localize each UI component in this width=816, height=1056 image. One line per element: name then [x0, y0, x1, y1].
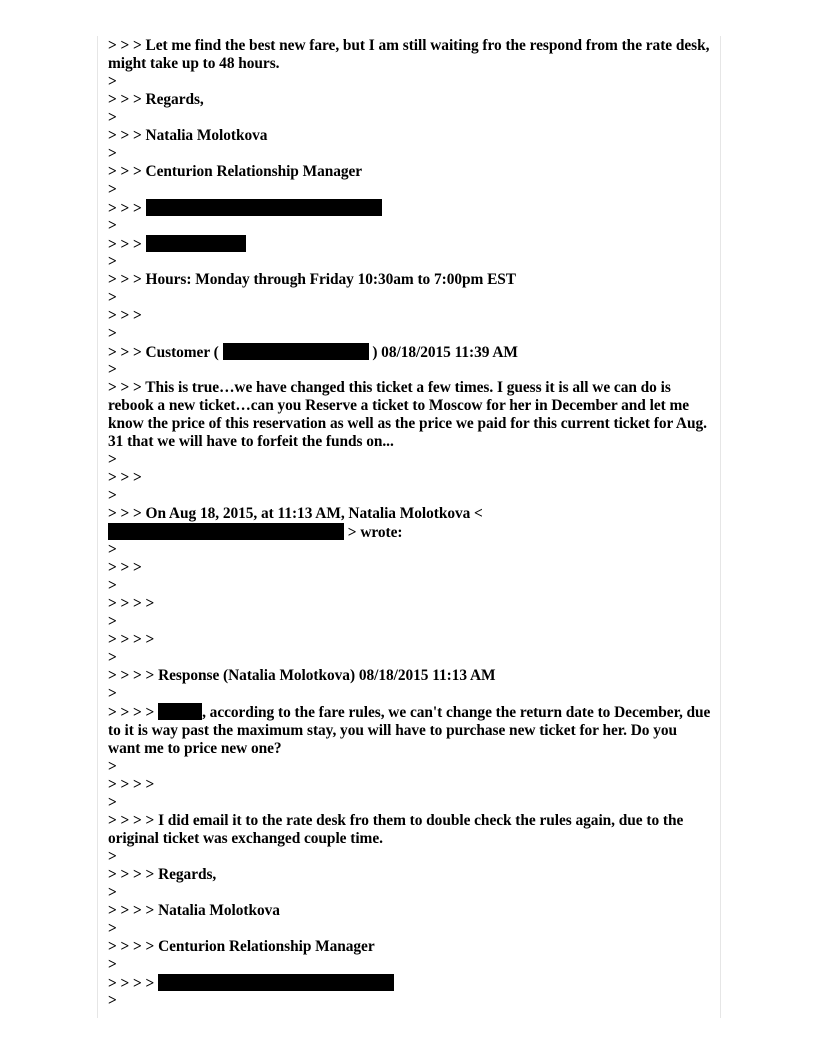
reply-header-line — [108, 523, 712, 541]
quote-marker-line: > — [108, 109, 117, 126]
email-line: > > > Regards, — [108, 91, 204, 108]
redaction-block — [158, 703, 202, 720]
redaction-block — [158, 974, 394, 991]
quote-marker-line: > — [108, 217, 117, 234]
customer-message: > > > This is true…we have changed this ticket a few times. I guess it is all we can do is rebook a new ticket…can you Reserve a ticket to Moscow for her in December and let me know the price of this reservation as well as the price we paid for this current ticket for Aug. 31 that we will have to forfeit the funds on... — [108, 379, 707, 450]
email-line: > > > > Regards, — [108, 866, 217, 883]
redaction-block — [146, 235, 246, 252]
quote-marker-line: > — [108, 361, 117, 378]
redaction-block — [146, 199, 382, 216]
quote-marker-line: > > > — [108, 469, 142, 486]
response-header-line: > > > > Response (Natalia Molotkova) 08/18/2015 11:13 AM — [108, 667, 496, 684]
quote-marker-line: > — [108, 848, 117, 865]
redacted-line — [108, 974, 712, 992]
quote-marker-line: > — [108, 794, 117, 811]
quote-marker-line: > — [108, 956, 117, 973]
quote-marker-line: > > > > — [108, 776, 155, 793]
quote-prefix: > > > > — [108, 704, 159, 721]
quote-marker-line: > > > > — [108, 631, 155, 648]
quote-marker-line: > — [108, 325, 117, 342]
quote-marker-line: > — [108, 181, 117, 198]
email-line: > > > Let me find the best new fare, but I am still waiting fro the respond from the rate desk, might take up to 48 hours. — [108, 37, 710, 72]
sender-title-line: > > > > Centurion Relationship Manager — [108, 938, 375, 955]
quote-marker-line: > — [108, 685, 117, 702]
redaction-block — [223, 343, 369, 360]
quote-prefix: > > > — [108, 236, 146, 253]
quote-marker-line: > — [108, 649, 117, 666]
response-text: , according to the fare rules, we can't change the return date to December, due to it is way past the maximum stay, you will have to purchase new ticket for her. Do you want me to price new one? — [108, 704, 711, 757]
wrote-label: > wrote: — [344, 524, 403, 541]
quote-marker-line: > — [108, 253, 117, 270]
quote-marker-line: > — [108, 289, 117, 306]
quote-marker-line: > — [108, 613, 117, 630]
redacted-line — [108, 199, 712, 217]
quote-marker-line: > — [108, 884, 117, 901]
sender-name-line: > > > Natalia Molotkova — [108, 127, 268, 144]
response-message — [108, 703, 712, 758]
quote-prefix: > > > — [108, 200, 146, 217]
quote-marker-line: > — [108, 920, 117, 937]
quote-marker-line: > > > — [108, 307, 142, 324]
email-thread — [108, 37, 712, 1010]
customer-timestamp: ) 08/18/2015 11:39 AM — [368, 344, 518, 361]
quote-marker-line: > — [108, 487, 117, 504]
quote-prefix: > > > > — [108, 975, 159, 992]
hours-line: > > > Hours: Monday through Friday 10:30am to 7:00pm EST — [108, 271, 517, 288]
sender-name-line: > > > > Natalia Molotkova — [108, 902, 280, 919]
customer-header-line — [108, 343, 712, 361]
redacted-line — [108, 235, 712, 253]
quote-marker-line: > — [108, 758, 117, 775]
email-line: > > > > I did email it to the rate desk fro them to double check the rules again, due to the original ticket was exchanged couple time. — [108, 812, 684, 847]
quote-marker-line: > — [108, 577, 117, 594]
sender-title-line: > > > Centurion Relationship Manager — [108, 163, 363, 180]
reply-header-line: > > > On Aug 18, 2015, at 11:13 AM, Natalia Molotkova < — [108, 505, 483, 522]
quote-marker-line: > > > > — [108, 595, 155, 612]
quote-marker-line: > — [108, 541, 117, 558]
redaction-block — [108, 523, 344, 540]
quote-marker-line: > — [108, 73, 117, 90]
quote-marker-line: > > > — [108, 559, 142, 576]
quote-marker-line: > — [108, 992, 117, 1009]
quote-marker-line: > — [108, 145, 117, 162]
quote-marker-line: > — [108, 451, 117, 468]
customer-label: > > > Customer ( — [108, 344, 223, 361]
